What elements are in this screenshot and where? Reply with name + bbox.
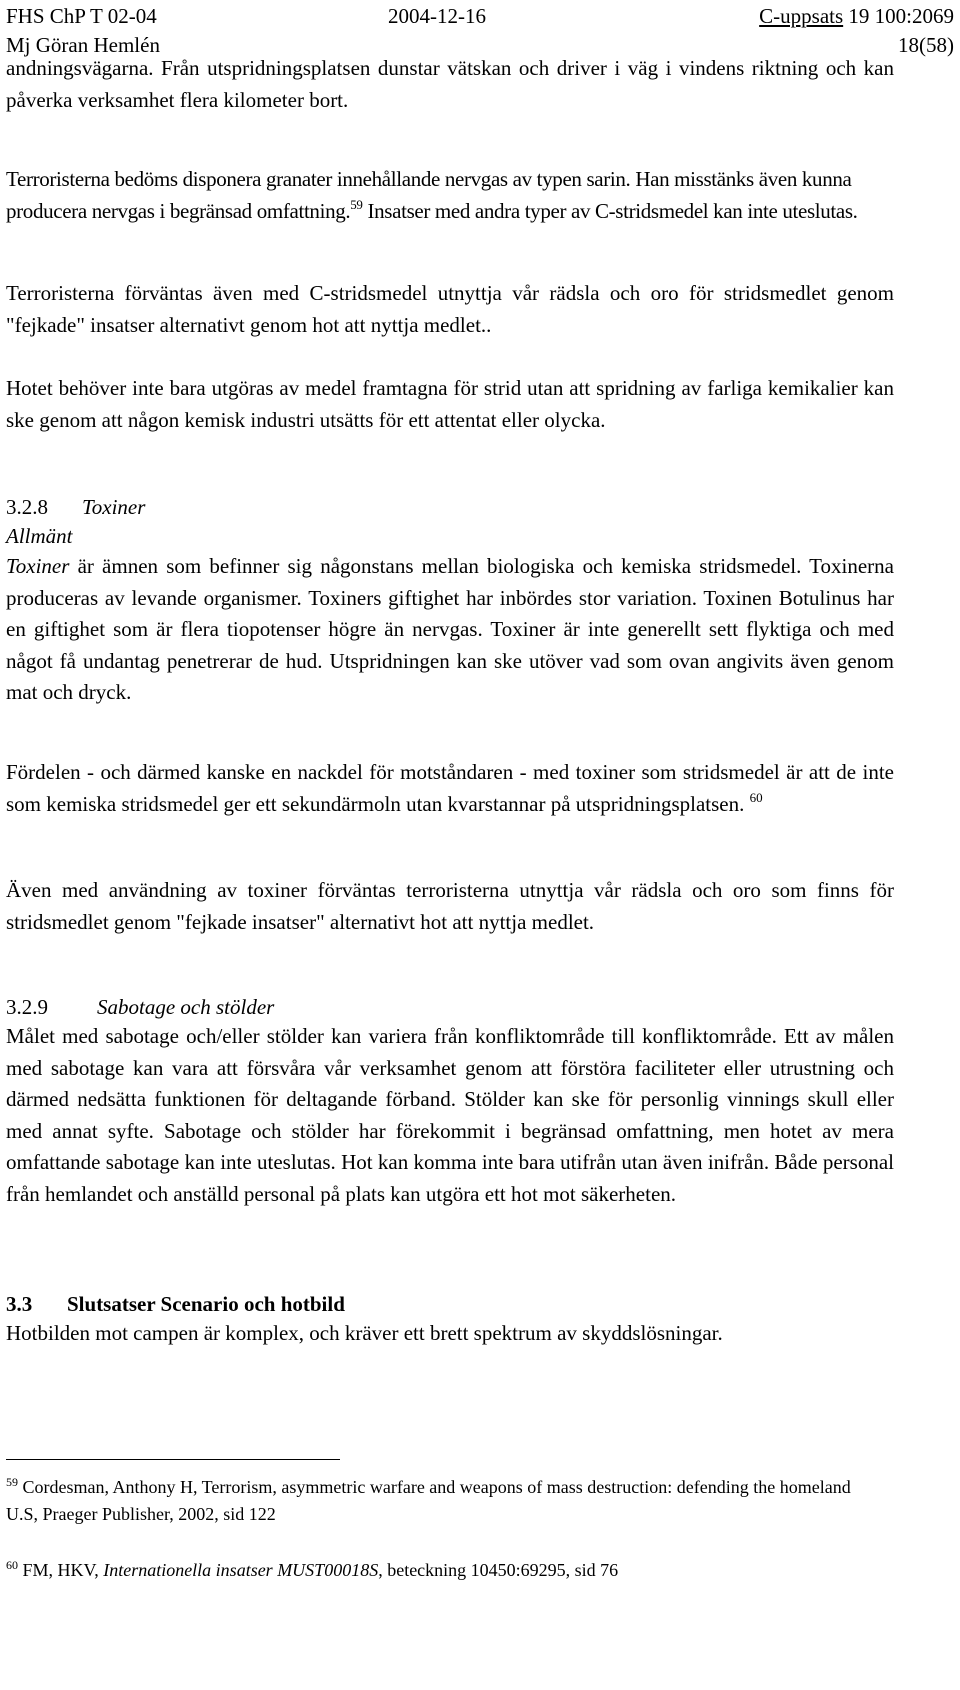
footnote-59: $^{59}$ Cordesman, Anthony H, Terrorism, asymmetric warfare and weapons of mass destruction: defending the homeland U.S, Praeger Publisher, 2002, sid 122	[6, 1475, 851, 1524]
paragraph-9: Hotbilden mot campen är komplex, och kräver ett brett spektrum av skyddslösningar.	[6, 1321, 723, 1345]
paragraph-5: Toxiner är ämnen som befinner sig någonstans mellan biologiska och kemiska stridsmedel. Toxinerna produceras av levande organismer. Toxiners giftighet har inbördes stor variation. Toxinen Botulinus har en giftighet som är flera tiopotenser högre än nervgas. Toxiner är inte generellt sett flyktiga och med något få undantag penetrerar de hud. Utspridningen kan ske utöver vad som ovan angivits även genom mat och dryck.	[6, 554, 894, 705]
paragraph-4: Hotet behöver inte bara utgöras av medel framtagna för strid utan att spridning av farliga kemikalier kan ske genom att någon kemisk industri utsätts för ett attentat eller olycka.	[6, 376, 894, 432]
paragraph-7: Även med användning av toxiner förväntas terroristerna utnyttja vår rädsla och oro som finns för stridsmedlet genom "fejkade insatser" alternativt hot att nyttja medlet.	[6, 878, 894, 934]
header-ref: C-uppsats 19 100:2069	[759, 4, 954, 28]
header-date: 2004-12-16	[388, 4, 486, 28]
paragraph-8: Målet med sabotage och/eller stölder kan variera från konfliktområde till konfliktområde. Ett av målen med sabotage kan vara att försvåra vår verksamhet genom att förstöra faciliteter eller utrustning och därmed nedsätta funktionen för deltagande förband. Stölder kan ske för personlig vinnings skull eller med annat syfte. Sabotage och stölder har förekommit i begränsad omfattning, men hotet av mera omfattande sabotage kan inte uteslutas. Hot kan komma inte bara utifrån utan även inifrån. Både personal från hemlandet och anställd personal på plats kan utgöra ett hot mot säkerheten.	[6, 1024, 894, 1206]
footnote-separator	[6, 1459, 340, 1460]
header-course: FHS ChP T 02-04	[6, 4, 157, 28]
section-heading-3-2-8: 3.2.8 Toxiner	[6, 495, 146, 519]
term-toxiner: Toxiner	[6, 554, 70, 578]
section-heading-3-2-9: 3.2.9 Sabotage och stölder	[6, 995, 275, 1019]
paragraph-1: andningsvägarna. Från utspridningsplatsen dunstar vätskan och driver i väg i vindens riktning och kan påverka verksamhet flera kilometer bort.	[6, 56, 894, 112]
header-author: Mj Göran Hemlén	[6, 33, 160, 57]
subheading-allmant: Allmänt	[6, 524, 73, 548]
header-page-number: 18(58)	[898, 33, 954, 57]
section-heading-3-3: 3.3 Slutsatser Scenario och hotbild	[6, 1292, 345, 1316]
paragraph-2: Terroristerna bedöms disponera granater innehållande nervgas av typen sarin. Han misstänks även kunna producera nervgas i begränsad omfattning.$^{59}$ Insatser med andra typer av C-stridsmedel kan inte uteslutas.	[6, 167, 858, 223]
footnote-ref-59[interactable]: 59	[350, 196, 363, 212]
footnote-60: $^{60}$ FM, HKV, Internationella insatser MUST00018S, beteckning 10450:69295, sid 76	[6, 1558, 619, 1580]
paragraph-6: Fördelen - och därmed kanske en nackdel för motståndaren - med toxiner som stridsmedel är att de inte som kemiska stridsmedel ger ett sekundärmoln utan kvarstannar på utspridningsplatsen. $^{60}$	[6, 760, 894, 816]
footnote-ref-60[interactable]: 60	[749, 789, 763, 805]
paragraph-3: Terroristerna förväntas även med C-stridsmedel utnyttja vår rädsla och oro för stridsmedlet genom "fejkade" insatser alternativt genom hot att nyttja medlet..	[6, 281, 894, 337]
